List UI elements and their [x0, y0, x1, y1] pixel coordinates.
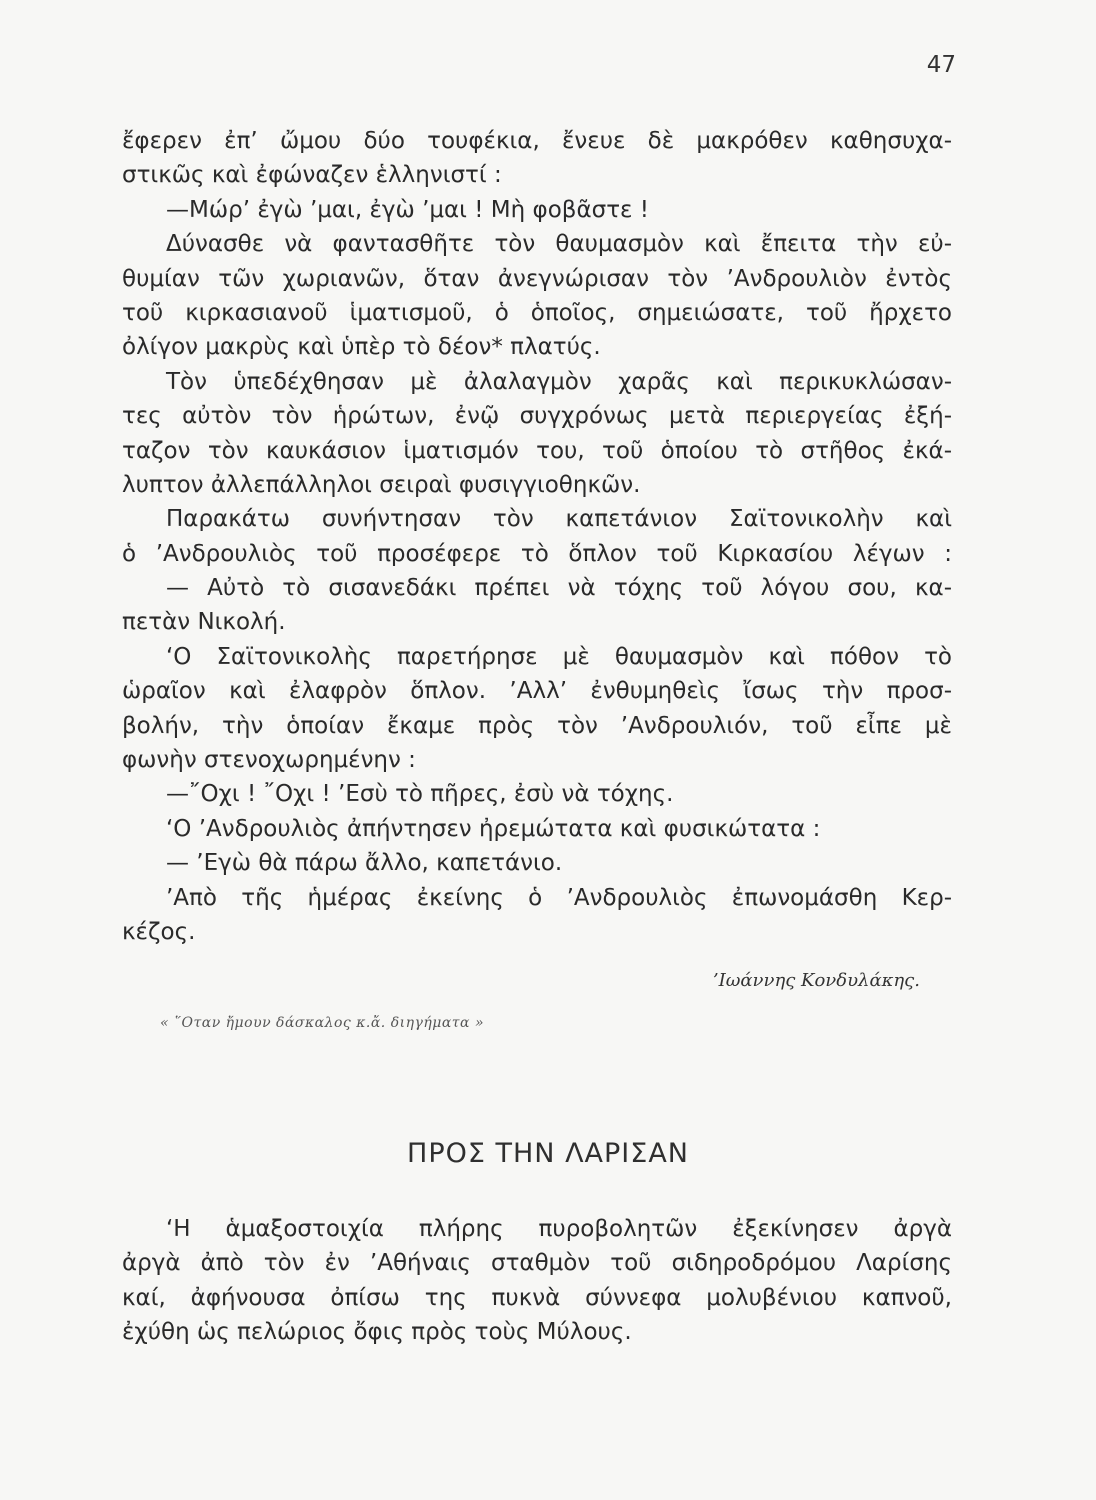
text-line: ‘Ο ’Ανδρουλιὸς ἀπήντησεν ἠρεμώτατα καὶ φυσικώτατα : — [166, 815, 821, 842]
text-line: τοῦ κιρκασιανοῦ ἱματισμοῦ, ὁ ὁποῖος, σημειώσατε, τοῦ ἤρχετο — [122, 299, 952, 326]
text-line: καί, ἀφήνουσα ὀπίσω της πυκνὰ σύννεφα μολυβένιου καπνοῦ, — [122, 1284, 952, 1311]
text-line: —Μώρ’ ἐγὼ ’μαι, ἐγὼ ’μαι ! Μὴ φοβᾶστε ! — [166, 196, 649, 223]
text-line: τες αὐτὸν τὸν ἡρώτων, ἐνῷ συγχρόνως μετὰ περιεργείας ἐξή- — [122, 403, 952, 430]
text-line: Δύνασθε νὰ φαντασθῆτε τὸν θαυμασμὸν καὶ ἔπειτα τὴν εὐ- — [166, 231, 952, 258]
text-line: ταζον τὸν καυκάσιον ἱματισμόν του, τοῦ ὁποίου τὸ στῆθος ἐκά- — [122, 437, 952, 464]
text-line: ὡραῖον καὶ ἐλαφρὸν ὅπλον. ’Αλλ’ ἐνθυμηθεὶς ἴσως τὴν προσ- — [122, 678, 952, 705]
text-line: κέζος. — [122, 918, 196, 945]
text-line: ἀργὰ ἀπὸ τὸν ἐν ’Αθήναις σταθμὸν τοῦ σιδηροδρόμου Λαρίσης — [122, 1250, 952, 1277]
text-line: στικῶς καὶ ἐφώναζεν ἑλληνιστί : — [122, 162, 502, 189]
text-line: ὁ ’Ανδρουλιὸς τοῦ προσέφερε τὸ ὅπλον τοῦ Κιρκασίου λέγων : — [122, 540, 952, 567]
text-line: —῎Οχι ! ῎Οχι ! ’Εσὺ τὸ πῆρες, ἐσὺ νὰ τόχης. — [166, 781, 674, 808]
text-line: ‘Η ἁμαξοστοιχία πλήρης πυροβολητῶν ἐξεκίνησεν ἀργὰ — [166, 1216, 952, 1242]
source-citation: « ῞Οταν ἤμουν δάσκαλος κ.ἄ. διηγήματα » — [160, 1015, 485, 1031]
text-line: ‘Ο Σαϊτονικολὴς παρετήρησε μὲ θαυμασμὸν καὶ πόθον τὸ — [166, 643, 952, 670]
story-text — [122, 124, 952, 949]
text-line: ὀλίγον μακρὺς καὶ ὑπὲρ τὸ δέον* πλατύς. — [122, 334, 601, 361]
text-line: λυπτον ἀλλεπάλληλοι σειραὶ φυσιγγιοθηκῶν. — [122, 471, 641, 498]
next-section-text — [122, 1212, 952, 1350]
text-line: πετὰν Νικολή. — [122, 609, 286, 636]
page-number: 47 — [926, 52, 956, 78]
text-line: — Αὐτὸ τὸ σισανεδάκι πρέπει νὰ τόχης τοῦ λόγου σου, κα- — [166, 575, 952, 602]
text-line: Παρακάτω συνήντησαν τὸν καπετάνιον Σαϊτονικολὴν καὶ — [166, 506, 952, 533]
text-line: φωνὴν στενοχωρημένην : — [122, 747, 416, 774]
text-line: Τὸν ὑπεδέχθησαν μὲ ἀλαλαγμὸν χαρᾶς καὶ περικυκλώσαν- — [166, 368, 952, 395]
text-line: θυμίαν τῶν χωριανῶν, ὅταν ἀνεγνώρισαν τὸν ’Ανδρουλιὸν ἐντὸς — [122, 265, 952, 292]
text-line: — ’Εγὼ θὰ πάρω ἄλλο, καπετάνιο. — [166, 850, 563, 877]
section-heading: ΠΡΟΣ ΤΗΝ ΛΑΡΙΣΑΝ — [407, 1138, 689, 1169]
text-line: ’Απὸ τῆς ἡμέρας ἐκείνης ὁ ’Ανδρουλιὸς ἐπωνομάσθη Κερ- — [166, 884, 952, 911]
text-line: ἔφερεν ἐπ’ ὤμου δύο τουφέκια, ἔνευε δὲ μακρόθεν καθησυχα- — [122, 128, 952, 154]
author-signature: ’Ιωάννης Κονδυλάκης. — [712, 970, 920, 991]
text-line: ἐχύθη ὡς πελώριος ὄφις πρὸς τοὺς Μύλους. — [122, 1319, 632, 1346]
text-line: βολήν, τὴν ὁποίαν ἔκαμε πρὸς τὸν ’Ανδρουλιόν, τοῦ εἶπε μὲ — [122, 712, 952, 739]
